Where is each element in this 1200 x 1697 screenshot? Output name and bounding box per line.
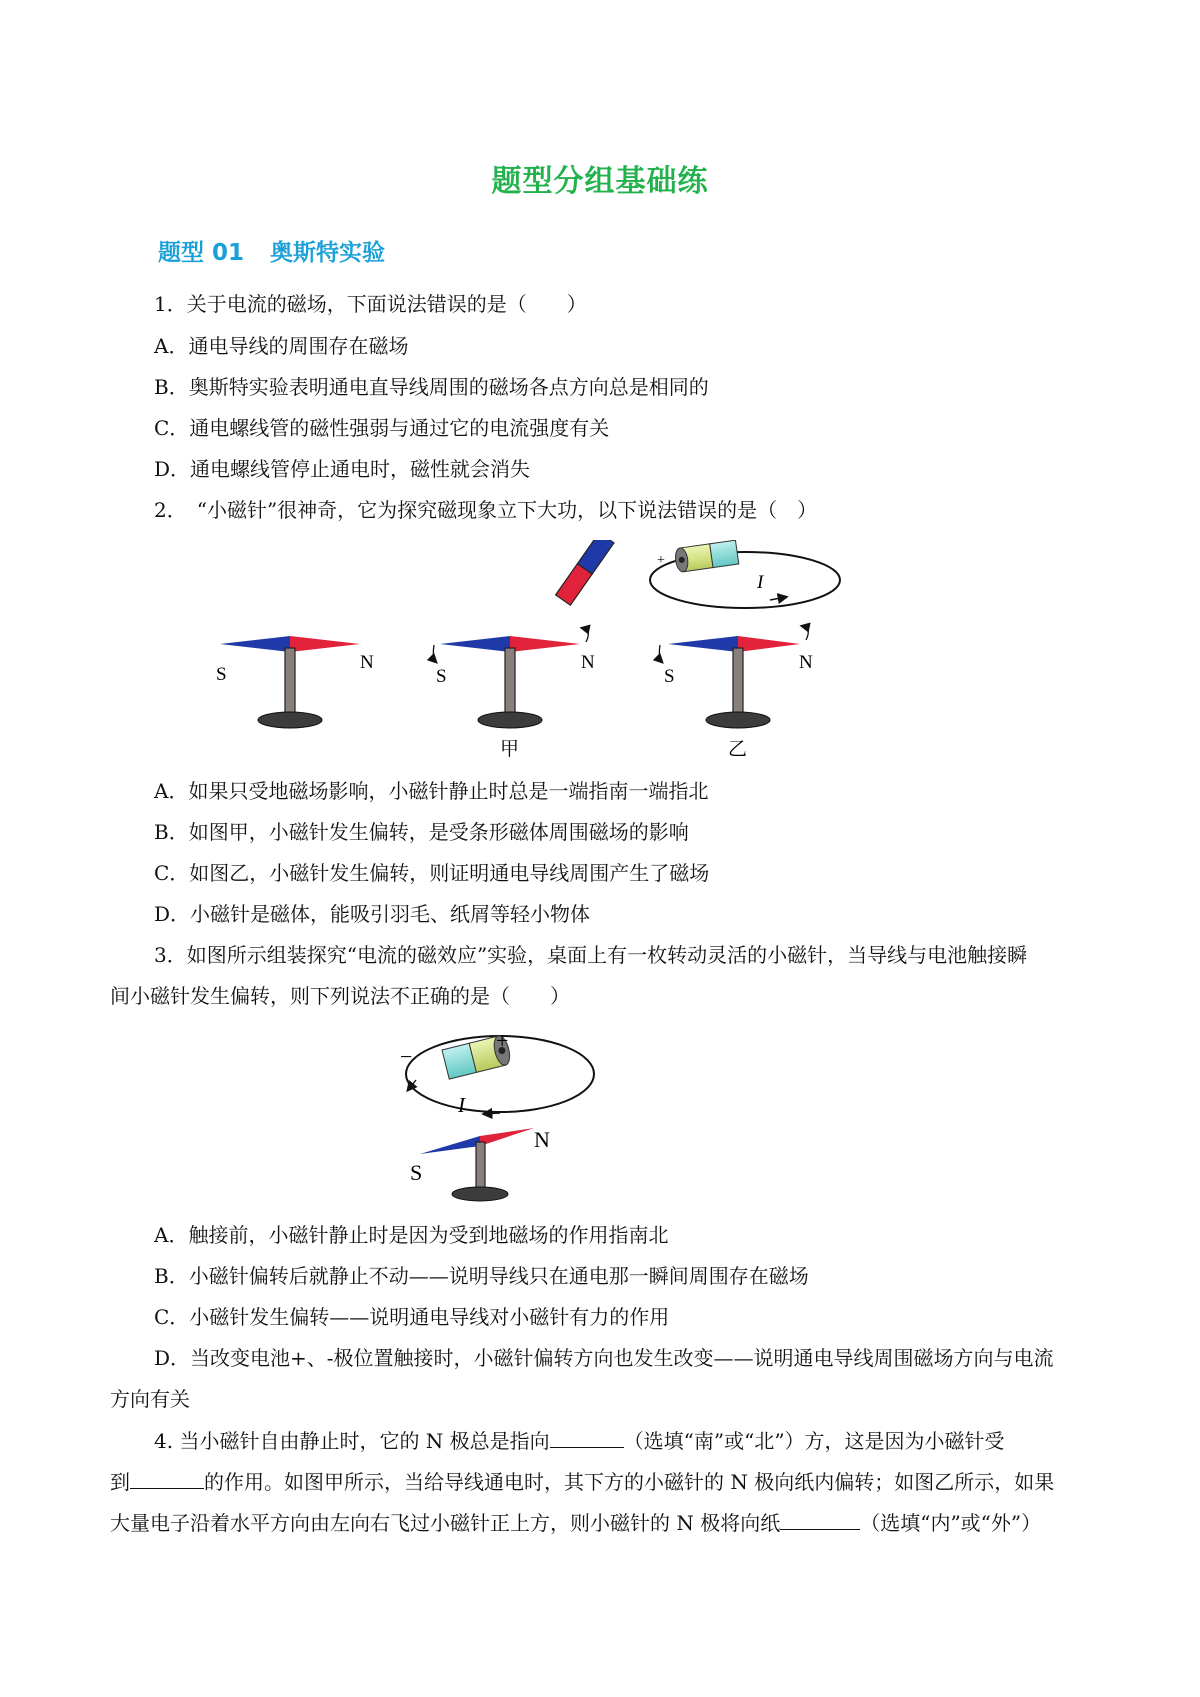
q3-stem-line1: 3．如图所示组装探究“电流的磁效应”实验，桌面上有一枚转动灵活的小磁针，当导线与电池触接瞬 — [154, 943, 1028, 967]
label-jia: 甲 — [500, 739, 520, 760]
q1-option-b: B．奥斯特实验表明通电直导线周围的磁场各点方向总是相同的 — [154, 375, 709, 399]
q4-text-1a: 4. 当小磁针自由静止时，它的 N 极总是指向 — [154, 1429, 550, 1453]
q1-option-d: D．通电螺线管停止通电时，磁性就会消失 — [154, 457, 531, 481]
compass-yi — [650, 540, 840, 760]
section-heading — [158, 234, 411, 267]
q4-line3 — [110, 1509, 1041, 1536]
q4-text-1b: （选填“南”或“北”）方，这是因为小磁针受 — [623, 1429, 1005, 1453]
q2-figure — [200, 540, 920, 765]
label-current: I — [757, 572, 764, 593]
q4-text-2b: 的作用。如图甲所示，当给导线通电时，其下方的小磁针的 N 极向纸内偏转；如图乙所示，如果 — [204, 1470, 1055, 1494]
q1-option-c: C．通电螺线管的磁性强弱与通过它的电流强度有关 — [154, 416, 610, 440]
q2-option-b: B．如图甲，小磁针发生偏转，是受条形磁体周围磁场的影响 — [154, 820, 689, 844]
label-s-q3: S — [410, 1160, 423, 1185]
q4-line1 — [154, 1427, 1005, 1454]
label-s-jia: S — [436, 666, 447, 687]
label-n-yi: N — [799, 652, 813, 673]
label-n-jia: N — [581, 652, 595, 673]
q3-figure — [400, 1018, 630, 1208]
q4-blank-2[interactable] — [130, 1468, 204, 1489]
label-minus-q3: − — [400, 1044, 413, 1069]
q3-option-a: A．触接前，小磁针静止时是因为受到地磁场的作用指南北 — [154, 1223, 669, 1247]
q3-stem-line2: 间小磁针发生偏转，则下列说法不正确的是（ ） — [110, 984, 570, 1008]
label-s-yi: S — [664, 666, 675, 687]
label-minus: − — [732, 540, 742, 549]
q4-blank-3[interactable] — [780, 1509, 860, 1530]
q2-option-c: C．如图乙，小磁针发生偏转，则证明通电导线周围产生了磁场 — [154, 861, 710, 885]
q4-blank-1[interactable] — [550, 1427, 624, 1448]
label-plus-q3: + — [496, 1028, 509, 1053]
label-yi: 乙 — [728, 739, 748, 760]
q3-option-b: B．小磁针偏转后就静止不动——说明导线只在通电那一瞬间周围存在磁场 — [154, 1264, 809, 1288]
page-title: 题型分组基础练 — [491, 164, 709, 199]
q2-option-a: A．如果只受地磁场影响，小磁针静止时总是一端指南一端指北 — [154, 779, 709, 803]
label-n-q3: N — [534, 1127, 550, 1152]
q4-text-2a: 到 — [110, 1470, 130, 1494]
label-current-q3: I — [458, 1093, 465, 1117]
q2-option-d: D．小磁针是磁体，能吸引羽毛、纸屑等轻小物体 — [154, 902, 591, 926]
q2-stem: 2． “小磁针”很神奇，它为探究磁现象立下大功，以下说法错误的是（ ） — [154, 498, 818, 522]
q3-option-d-line2: 方向有关 — [110, 1387, 190, 1411]
q1-stem: 1．关于电流的磁场，下面说法错误的是（ ） — [154, 292, 587, 316]
bar-magnet — [556, 540, 614, 605]
q4-text-3a: 大量电子沿着水平方向由左向右飞过小磁针正上方，则小磁针的 N 极将向纸 — [110, 1511, 781, 1535]
compass-plain — [216, 636, 374, 728]
section-number: 题型 01 — [158, 240, 245, 266]
label-n: N — [360, 652, 374, 673]
compass-jia — [433, 540, 614, 760]
q3-option-c: C．小磁针发生偏转——说明通电导线对小磁针有力的作用 — [154, 1305, 670, 1329]
label-s: S — [216, 664, 227, 685]
q3-option-d-line1: D．当改变电池+、-极位置触接时，小磁针偏转方向也发生改变——说明通电导线周围磁场方向与电流 — [154, 1346, 1054, 1370]
section-name: 奥斯特实验 — [270, 240, 386, 266]
battery — [674, 540, 742, 572]
label-plus: + — [657, 553, 665, 568]
q4-line2 — [110, 1468, 1054, 1495]
q1-option-a: A．通电导线的周围存在磁场 — [154, 334, 409, 358]
q4-text-3b: （选填“内”或“外”） — [860, 1511, 1042, 1535]
